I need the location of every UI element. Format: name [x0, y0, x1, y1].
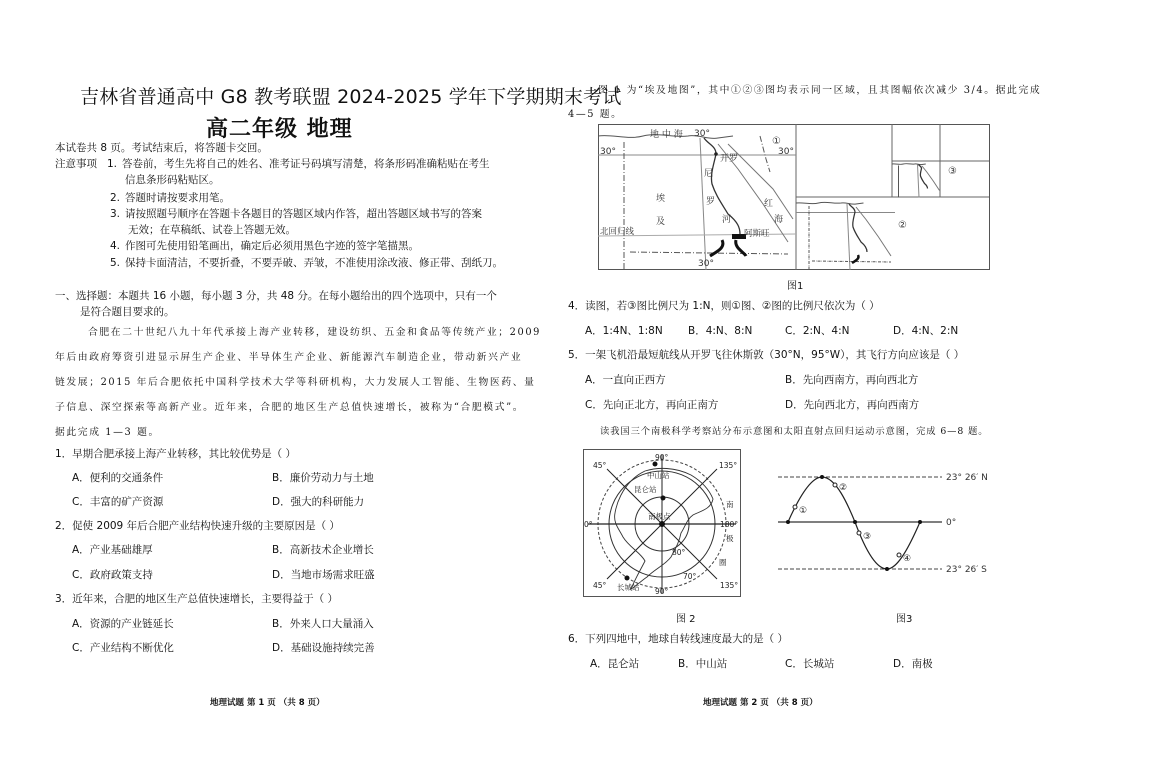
passage-line-1: 合肥在二十世纪八九十年代承接上海产业转移，建设纺织、五金和食品等传统产业；2009: [88, 327, 542, 338]
note-1-line-1: 答卷前，考生先将自己的姓名、准考证号码填写清楚，将条形码准确粘贴在考生: [122, 158, 490, 170]
question-5-option-d[interactable]: D．先向西北方，再向西南方: [785, 399, 920, 411]
fig2-label-80: 80°: [672, 548, 686, 557]
question-1-option-b[interactable]: B．廉价劳动力与土地: [272, 472, 374, 484]
question-3-option-a[interactable]: A．资源的产业链延长: [72, 618, 174, 630]
fig1-nile-char-1: 尼: [704, 169, 714, 179]
question-1-option-d[interactable]: D．强大的科研能力: [272, 496, 365, 508]
fig1-redsea-char-2: 海: [774, 215, 784, 225]
fig3-marker-1: [793, 505, 797, 509]
note-1-line-2: 信息条形码粘贴区。: [125, 174, 220, 186]
note-1-num: 1.: [107, 158, 118, 170]
question-4-option-a[interactable]: A．1:4N、1:8N: [585, 325, 663, 337]
fig2-label-0: 0°: [584, 520, 593, 529]
note-3-line-1: 请按照题号顺序在答题卡各题目的答题区域内作答，超出答题区域书写的答案: [125, 208, 482, 220]
question-3-option-c[interactable]: C．产业结构不断优化: [72, 642, 174, 654]
note-2-num: 2.: [110, 192, 121, 204]
section-heading-line-2: 是符合题目要求的。: [80, 306, 175, 318]
fig3-point-solstice-s: [885, 567, 889, 571]
fig1-intro-line-2: 4—5 题。: [568, 109, 623, 120]
fig2-label-135-tr: 135°: [719, 461, 738, 470]
passage-line-4: 子信息、深空探索等高新产业。近年来，合肥的地区生产总值快速增长，被称为“合肥模式”。: [55, 402, 525, 413]
fig1-sea-label: 地 中 海: [650, 130, 683, 140]
fig1-map3-marker: ③: [948, 166, 957, 177]
fig3-label-equator: 0°: [946, 518, 957, 528]
question-1-option-c[interactable]: C．丰富的矿产资源: [72, 496, 164, 508]
passage-line-3: 链发展；2015 年后合肥依托中国科学技术大学等科研机构，大力发展人工智能、生物医药、量: [55, 377, 536, 388]
fig1-egypt-char-1: 埃: [656, 194, 666, 204]
note-3-num: 3.: [110, 208, 121, 220]
question-5-option-b[interactable]: B．先向西南方，再向西北方: [785, 374, 919, 386]
fig3-point-equinox-1: [786, 520, 790, 524]
fig1-map2-marker: ②: [898, 220, 907, 231]
question-4-option-c[interactable]: C．2:N、4:N: [785, 325, 850, 337]
fig2-changcheng-dot: [625, 576, 630, 581]
note-3-line-2: 无效；在草稿纸、试卷上答题无效。: [128, 224, 296, 236]
note-5-line-1: 保持卡面清洁，不要折叠，不要弄破、弄皱，不准使用涂改液、修正带、刮纸刀。: [125, 257, 503, 269]
fig3-marker-4: [897, 553, 901, 557]
passage-line-2: 年后由政府筹资引进显示屏生产企业、半导体生产企业、新能源汽车制造企业，带动新兴产业: [55, 352, 523, 363]
note-4-num: 4.: [110, 240, 121, 252]
fig2-circle-char-3: 圈: [719, 558, 727, 567]
fig3-caption: 图3: [896, 614, 913, 625]
question-6-stem: 6．下列四地中，地球自转线速度最大的是（ ）: [568, 633, 789, 645]
page-2-footer: 地理试题 第 2 页 （共 8 页）: [703, 698, 818, 708]
question-2-option-c[interactable]: C．政府政策支持: [72, 569, 153, 581]
notes-label: 注意事项: [55, 158, 97, 170]
question-5-stem: 5．一架飞机沿最短航线从开罗飞往休斯敦（30°N，95°W），其飞行方向应该是（ ）: [568, 349, 965, 361]
figure-3-solar-migration: [770, 465, 1020, 585]
fig3-marker-3: [857, 531, 861, 535]
fig2-label-135-br: 135°: [720, 581, 739, 590]
exam-intro: 本试卷共 8 页。考试结束后，将答题卡交回。: [55, 142, 268, 154]
fig3-label-3: ③: [863, 532, 872, 542]
fig1-aswan-label: 阿斯旺: [744, 229, 770, 239]
question-3-option-d[interactable]: D．基础设施持续完善: [272, 642, 375, 654]
fig1-lat30-top: 30°: [694, 129, 710, 139]
question-3-stem: 3．近年来，合肥的地区生产总值快速增长，主要得益于（ ）: [55, 593, 339, 605]
fig3-point-equinox-2: [853, 520, 857, 524]
fig1-lat30-left: 30°: [600, 147, 616, 157]
note-5-num: 5.: [110, 257, 121, 269]
question-6-option-b[interactable]: B．中山站: [678, 658, 728, 670]
fig2-label-south-pole: 南极点: [648, 512, 671, 521]
fig3-label-1: ①: [799, 506, 808, 516]
question-2-stem: 2．促使 2009 年后合肥产业结构快速升级的主要原因是（ ）: [55, 520, 340, 532]
passage-line-5: 据此完成 1—3 题。: [55, 427, 160, 438]
fig2-label-180: 180°: [720, 520, 739, 529]
fig3-marker-2: [833, 483, 837, 487]
note-4-line-1: 作图可先使用铅笔画出，确定后必须用黑色字迹的签字笔描黑。: [125, 240, 419, 252]
question-6-option-a[interactable]: A．昆仑站: [590, 658, 640, 670]
question-5-option-c[interactable]: C．先向正北方，再向正南方: [585, 399, 719, 411]
fig2-circle-char-2: 极: [726, 534, 734, 543]
fig2-label-kunlun: 昆仑站: [634, 485, 657, 494]
fig3-point-equinox-3: [918, 520, 922, 524]
fig3-label-north: 23° 26′ N: [946, 473, 988, 483]
fig2-circle-char-1: 南: [726, 500, 734, 509]
fig2-label-70: 70°: [683, 572, 697, 581]
fig1-nile-char-2: 罗: [706, 197, 716, 207]
question-2-option-a[interactable]: A．产业基础雄厚: [72, 544, 153, 556]
fig2-south-pole-dot: [659, 521, 665, 527]
fig2-kunlun-dot: [661, 496, 666, 501]
fig2-zhongshan-dot: [653, 462, 658, 467]
note-2-line-1: 答题时请按要求用笔。: [125, 192, 230, 204]
fig1-tropic-label: 北回归线: [600, 227, 635, 237]
fig2-label-45-tl: 45°: [593, 461, 607, 470]
figure-1-egypt-maps: [598, 124, 990, 270]
fig1-intro-line-1: 图 1 为“埃及地图”，其中①②③图均表示同一区域，且其图幅依次减少 3/4。据此完成: [598, 85, 1042, 96]
fig1-egypt-char-2: 及: [656, 217, 666, 227]
passage-2: 读我国三个南极科学考察站分布示意图和太阳直射点回归运动示意图，完成 6—8 题。: [600, 426, 989, 437]
question-6-option-c[interactable]: C．长城站: [785, 658, 835, 670]
fig1-cairo-label: 开罗: [720, 154, 739, 164]
question-2-option-b[interactable]: B．高新技术企业增长: [272, 544, 374, 556]
fig2-label-zhongshan: 中山站: [647, 471, 670, 480]
fig1-caption: 图1: [787, 281, 804, 292]
figure-2-antarctica: [583, 449, 741, 597]
question-4-option-d[interactable]: D．4:N、2:N: [893, 325, 959, 337]
fig1-nile-char-3: 河: [722, 215, 732, 225]
fig1-map1-marker: ①: [772, 136, 781, 147]
fig2-label-90-bottom: 90°: [655, 587, 669, 596]
exam-title: 吉林省普通高中 G8 教考联盟 2024-2025 学年下学期期末考试: [80, 86, 622, 108]
page-1-footer: 地理试题 第 1 页 （共 8 页）: [210, 698, 325, 708]
question-3-option-b[interactable]: B．外来人口大量涌入: [272, 618, 374, 630]
question-2-option-d[interactable]: D．当地市场需求旺盛: [272, 569, 375, 581]
fig2-label-90-top: 90°: [655, 453, 669, 462]
fig3-label-2: ②: [839, 483, 848, 493]
fig3-label-4: ④: [903, 554, 912, 564]
section-heading-line-1: 一、选择题：本题共 16 小题，每小题 3 分，共 48 分。在每小题给出的四个选项中，只有一个: [55, 290, 497, 302]
fig2-label-changcheng: 长城站: [617, 583, 640, 592]
question-6-option-d[interactable]: D．南极: [893, 658, 933, 670]
question-1-option-a[interactable]: A．便利的交通条件: [72, 472, 164, 484]
fig3-point-solstice-n: [820, 475, 824, 479]
question-4-stem: 4．读图，若③图比例尺为 1:N，则①图、②图的比例尺依次为（ ）: [568, 300, 880, 312]
fig1-lat30-bottom: 30°: [698, 259, 714, 269]
fig1-redsea-char-1: 红: [764, 199, 774, 209]
subject-title: 高二年级 地理: [206, 117, 353, 142]
question-1-stem: 1．早期合肥承接上海产业转移，其比较优势是（ ）: [55, 448, 297, 460]
question-4-option-b[interactable]: B．4:N、8:N: [688, 325, 753, 337]
fig3-label-south: 23° 26′ S: [946, 565, 987, 575]
fig1-cairo-dot: [714, 152, 718, 156]
question-5-option-a[interactable]: A．一直向正西方: [585, 374, 666, 386]
fig2-caption: 图 2: [676, 614, 696, 625]
fig1-lat30-right: 30°: [778, 147, 794, 157]
fig2-label-45-bl: 45°: [593, 581, 607, 590]
